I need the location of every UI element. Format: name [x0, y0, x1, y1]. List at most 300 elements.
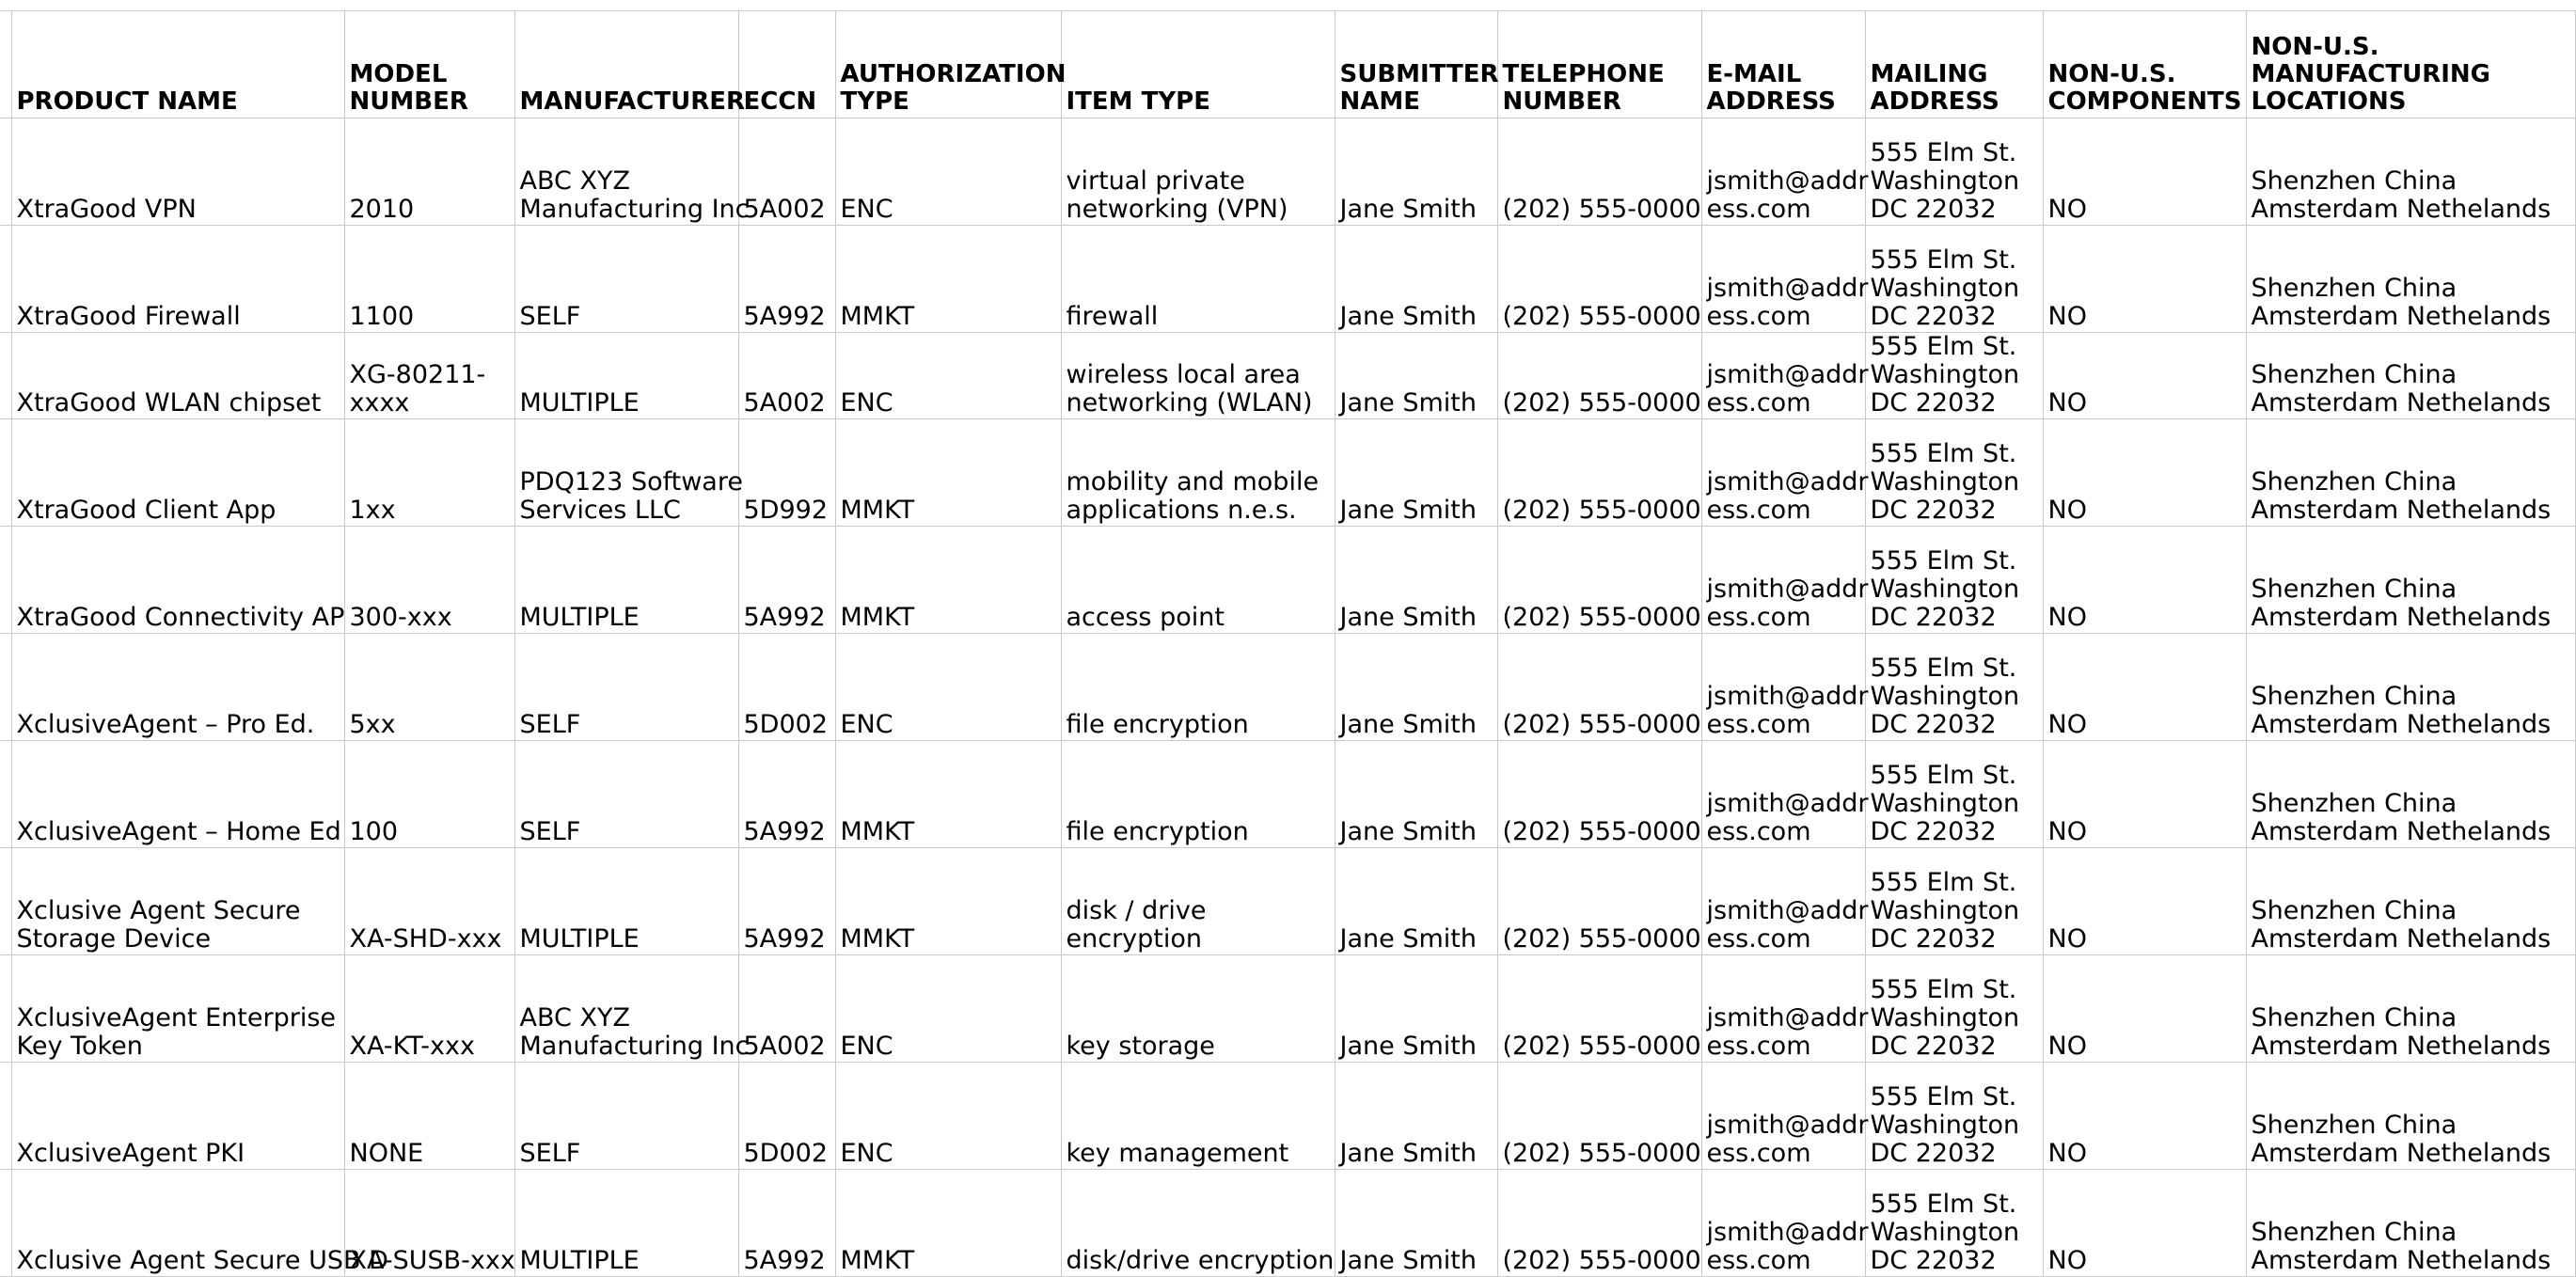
cell-text-line: (202) 555-0000: [1502, 710, 1701, 739]
cell-text-line: virtual private: [1066, 166, 1245, 196]
cell-text-line: 100: [349, 817, 399, 846]
cell-submitter[interactable]: [1335, 419, 1497, 527]
column-header-line: NON-U.S.: [2047, 60, 2176, 88]
cell-phone[interactable]: [1497, 527, 1701, 634]
table-row: [0, 634, 2575, 741]
cell-text-line: Key Token: [16, 1032, 143, 1061]
cell-text-line: XclusiveAgent Enterprise: [16, 1003, 337, 1033]
cell-email[interactable]: [1701, 419, 1869, 527]
cell-text-line: NO: [2047, 710, 2087, 739]
cell-address[interactable]: [1865, 634, 2043, 741]
cell-eccn[interactable]: [738, 634, 835, 741]
cell-text-line: Amsterdam Nethelands: [2251, 302, 2552, 331]
cell-text-line: ess.com: [1706, 496, 1811, 525]
cell-text-line: Washington: [1870, 1111, 2020, 1140]
column-header-email[interactable]: [1701, 11, 1865, 118]
cell-text-line: Washington: [1870, 1003, 2020, 1033]
cell-email[interactable]: [1701, 226, 1869, 333]
cell-text-line: 5A002: [743, 1032, 826, 1061]
cell-item-type[interactable]: [1061, 741, 1335, 848]
cell-email[interactable]: [1701, 527, 1869, 634]
column-header-line: AUTHORIZATION: [840, 60, 1067, 88]
cell-email[interactable]: [1701, 634, 1869, 741]
cell-address[interactable]: [1865, 333, 2043, 419]
cell-phone[interactable]: [1497, 419, 1701, 527]
cell-text-line: 555 Elm St.: [1870, 1082, 2017, 1111]
cell-text-line: Amsterdam Nethelands: [2251, 1032, 2552, 1061]
cell-text-line: 5A992: [743, 817, 826, 846]
column-header-line: NUMBER: [349, 87, 468, 116]
cell-text-line: jsmith@addr: [1706, 166, 1869, 196]
cell-submitter[interactable]: [1335, 118, 1497, 226]
cell-non-us-loc[interactable]: [2246, 955, 2575, 1063]
cell-address[interactable]: [1865, 1063, 2043, 1170]
row-gutter-cell: [0, 226, 11, 333]
cell-text-line: MULTIPLE: [519, 924, 640, 954]
cell-text-line: Amsterdam Nethelands: [2251, 924, 2552, 954]
cell-auth[interactable]: [835, 955, 1061, 1063]
cell-address[interactable]: [1865, 118, 2043, 226]
cell-phone[interactable]: [1497, 1170, 1701, 1277]
column-header-line: ADDRESS: [1706, 87, 1836, 116]
cell-auth[interactable]: [835, 118, 1061, 226]
cell-email[interactable]: [1701, 118, 1869, 226]
cell-text-line: DC 22032: [1870, 603, 1997, 632]
cell-text-line: applications n.e.s.: [1066, 496, 1297, 525]
column-header-line: NUMBER: [1502, 87, 1621, 116]
cell-text-line: encryption: [1066, 924, 1203, 954]
cell-manufacturer[interactable]: [514, 118, 750, 226]
cell-address[interactable]: [1865, 527, 2043, 634]
cell-non-us-comp[interactable]: [2043, 1063, 2246, 1170]
table-row: [0, 118, 2575, 226]
cell-non-us-comp[interactable]: [2043, 741, 2246, 848]
cell-product[interactable]: [11, 955, 344, 1063]
cell-text-line: DC 22032: [1870, 710, 1997, 739]
cell-text-line: NO: [2047, 924, 2087, 954]
cell-address[interactable]: [1865, 741, 2043, 848]
table-row: [0, 1063, 2575, 1170]
cell-text-line: 555 Elm St.: [1870, 439, 2017, 468]
cell-product[interactable]: [11, 848, 344, 955]
table-row: [0, 955, 2575, 1063]
cell-address[interactable]: [1865, 848, 2043, 955]
cell-text-line: mobility and mobile: [1066, 467, 1320, 497]
column-header-product[interactable]: [11, 11, 344, 118]
cell-text-line: Jane Smith: [1339, 817, 1477, 846]
cell-item-type[interactable]: [1061, 634, 1335, 741]
cell-text-line: Amsterdam Nethelands: [2251, 1139, 2552, 1168]
cell-non-us-comp[interactable]: [2043, 634, 2246, 741]
cell-item-type[interactable]: [1061, 118, 1335, 226]
cell-text-line: 555 Elm St.: [1870, 332, 2017, 361]
table-row: [0, 226, 2575, 333]
header-row-group: [0, 11, 2575, 118]
cell-auth[interactable]: [835, 333, 1061, 419]
cell-auth[interactable]: [835, 634, 1061, 741]
cell-auth[interactable]: [835, 1063, 1061, 1170]
cell-text-line: XtraGood WLAN chipset: [16, 388, 322, 418]
cell-submitter[interactable]: [1335, 226, 1497, 333]
cell-text-line: key management: [1066, 1139, 1289, 1168]
cell-text-line: jsmith@addr: [1706, 575, 1869, 604]
cell-address[interactable]: [1865, 1170, 2043, 1277]
table-row: [0, 333, 2575, 419]
cell-text-line: XG-80211-: [349, 360, 486, 389]
cell-text-line: Jane Smith: [1339, 603, 1477, 632]
cell-product[interactable]: [11, 419, 344, 527]
cell-text-line: NO: [2047, 817, 2087, 846]
cell-text-line: ENC: [840, 1032, 893, 1061]
cell-text-line: MMKT: [840, 1246, 915, 1275]
cell-text-line: NO: [2047, 603, 2087, 632]
cell-non-us-loc[interactable]: [2246, 1063, 2575, 1170]
cell-address[interactable]: [1865, 419, 2043, 527]
cell-text-line: PDQ123 Software: [519, 467, 743, 497]
cell-auth[interactable]: [835, 1170, 1061, 1277]
cell-text-line: MMKT: [840, 924, 915, 954]
cell-phone[interactable]: [1497, 955, 1701, 1063]
cell-item-type[interactable]: [1061, 419, 1335, 527]
cell-text-line: Shenzhen China: [2251, 575, 2457, 604]
cell-product[interactable]: [11, 741, 344, 848]
cell-eccn[interactable]: [738, 333, 835, 419]
cell-email[interactable]: [1701, 333, 1869, 419]
cell-text-line: jsmith@addr: [1706, 682, 1869, 711]
cell-text-line: Shenzhen China: [2251, 1111, 2457, 1140]
cell-item-type[interactable]: [1061, 527, 1335, 634]
cell-text-line: Amsterdam Nethelands: [2251, 603, 2552, 632]
cell-non-us-loc[interactable]: [2246, 634, 2575, 741]
cell-text-line: Xclusive Agent Secure: [16, 896, 301, 925]
cell-model[interactable]: [344, 226, 514, 333]
cell-non-us-loc[interactable]: [2246, 848, 2575, 955]
cell-text-line: (202) 555-0000: [1502, 1032, 1701, 1061]
cell-text-line: ABC XYZ: [519, 1003, 630, 1033]
column-header-manufacturer[interactable]: [514, 11, 745, 118]
cell-text-line: MMKT: [840, 817, 915, 846]
cell-text-line: NO: [2047, 195, 2087, 224]
cell-item-type[interactable]: [1061, 955, 1335, 1063]
cell-text-line: 1100: [349, 302, 415, 331]
cell-text-line: jsmith@addr: [1706, 274, 1869, 303]
cell-text-line: ess.com: [1706, 924, 1811, 954]
cell-non-us-loc[interactable]: [2246, 333, 2575, 419]
cell-submitter[interactable]: [1335, 634, 1497, 741]
cell-text-line: 5D002: [743, 1139, 829, 1168]
cell-phone[interactable]: [1497, 333, 1701, 419]
cell-eccn[interactable]: [738, 419, 835, 527]
column-header-non-us-loc[interactable]: [2246, 11, 2575, 118]
cell-text-line: Shenzhen China: [2251, 1003, 2457, 1033]
cell-auth[interactable]: [835, 226, 1061, 333]
cell-text-line: DC 22032: [1870, 195, 1997, 224]
column-header-non-us-comp[interactable]: [2043, 11, 2246, 118]
cell-item-type[interactable]: [1061, 226, 1335, 333]
cell-submitter[interactable]: [1335, 741, 1497, 848]
cell-non-us-loc[interactable]: [2246, 226, 2575, 333]
cell-manufacturer[interactable]: [514, 1063, 738, 1170]
column-header-model[interactable]: [344, 11, 514, 118]
cell-non-us-loc[interactable]: [2246, 1170, 2575, 1277]
cell-eccn[interactable]: [738, 527, 835, 634]
cell-submitter[interactable]: [1335, 527, 1497, 634]
column-header-phone[interactable]: [1497, 11, 1701, 118]
cell-model[interactable]: [344, 1170, 514, 1277]
cell-text-line: NO: [2047, 1032, 2087, 1061]
product-table: [0, 10, 2576, 1277]
cell-non-us-loc[interactable]: [2246, 419, 2575, 527]
row-gutter-cell: [0, 11, 11, 118]
cell-submitter[interactable]: [1335, 848, 1497, 955]
cell-text-line: Washington: [1870, 166, 2020, 196]
cell-text-line: 555 Elm St.: [1870, 546, 2017, 575]
cell-text-line: XA-SHD-xxx: [349, 924, 502, 954]
cell-phone[interactable]: [1497, 848, 1701, 955]
column-header-line: MANUFACTURER: [519, 87, 745, 116]
cell-phone[interactable]: [1497, 741, 1701, 848]
cell-submitter[interactable]: [1335, 955, 1497, 1063]
column-header-line: TELEPHONE: [1502, 60, 1665, 88]
cell-manufacturer[interactable]: [514, 226, 738, 333]
cell-text-line: ENC: [840, 195, 893, 224]
cell-eccn[interactable]: [738, 955, 835, 1063]
cell-non-us-comp[interactable]: [2043, 1170, 2246, 1277]
cell-non-us-loc[interactable]: [2246, 741, 2575, 848]
cell-text-line: Shenzhen China: [2251, 467, 2457, 497]
cell-text-line: SELF: [519, 817, 581, 846]
cell-text-line: Jane Smith: [1339, 924, 1477, 954]
cell-model[interactable]: [344, 741, 514, 848]
cell-eccn[interactable]: [738, 1170, 835, 1277]
cell-text-line: Shenzhen China: [2251, 682, 2457, 711]
cell-text-line: 555 Elm St.: [1870, 868, 2017, 897]
cell-text-line: Washington: [1870, 896, 2020, 925]
cell-item-type[interactable]: [1061, 1063, 1335, 1170]
table-row: [0, 419, 2575, 527]
cell-text-line: firewall: [1066, 302, 1159, 331]
column-header-line: E-MAIL: [1706, 60, 1802, 88]
cell-eccn[interactable]: [738, 1063, 835, 1170]
cell-text-line: Washington: [1870, 789, 2020, 818]
cell-model[interactable]: [344, 118, 514, 226]
cell-text-line: DC 22032: [1870, 1139, 1997, 1168]
cell-text-line: ABC XYZ: [519, 166, 630, 196]
cell-auth[interactable]: [835, 419, 1061, 527]
column-header-line: MODEL: [349, 60, 448, 88]
cell-text-line: Jane Smith: [1339, 1139, 1477, 1168]
cell-submitter[interactable]: [1335, 1063, 1497, 1170]
cell-text-line: NO: [2047, 1246, 2087, 1275]
cell-text-line: DC 22032: [1870, 302, 1997, 331]
cell-text-line: 5A992: [743, 603, 826, 632]
cell-model[interactable]: [344, 848, 514, 955]
cell-non-us-comp[interactable]: [2043, 955, 2246, 1063]
cell-text-line: file encryption: [1066, 710, 1249, 739]
cell-auth[interactable]: [835, 741, 1061, 848]
cell-model[interactable]: [344, 1063, 514, 1170]
cell-text-line: MMKT: [840, 496, 915, 525]
cell-submitter[interactable]: [1335, 1170, 1497, 1277]
cell-text-line: Amsterdam Nethelands: [2251, 496, 2552, 525]
cell-text-line: 1xx: [349, 496, 396, 525]
cell-text-line: xxxx: [349, 388, 410, 418]
cell-manufacturer[interactable]: [514, 634, 738, 741]
cell-text-line: XA-KT-xxx: [349, 1032, 475, 1061]
cell-text-line: 555 Elm St.: [1870, 761, 2017, 790]
cell-product[interactable]: [11, 1170, 388, 1277]
cell-text-line: ess.com: [1706, 1139, 1811, 1168]
cell-non-us-comp[interactable]: [2043, 848, 2246, 955]
cell-manufacturer[interactable]: [514, 955, 750, 1063]
cell-non-us-loc[interactable]: [2246, 527, 2575, 634]
cell-non-us-comp[interactable]: [2043, 333, 2246, 419]
cell-product[interactable]: [11, 226, 344, 333]
cell-text-line: (202) 555-0000: [1502, 817, 1701, 846]
cell-eccn[interactable]: [738, 848, 835, 955]
cell-auth[interactable]: [835, 527, 1061, 634]
table-row: [0, 848, 2575, 955]
column-header-eccn[interactable]: [738, 11, 835, 118]
row-gutter-cell: [0, 848, 11, 955]
cell-non-us-comp[interactable]: [2043, 419, 2246, 527]
cell-eccn[interactable]: [738, 741, 835, 848]
cell-text-line: XtraGood Client App: [16, 496, 277, 525]
cell-text-line: (202) 555-0000: [1502, 924, 1701, 954]
cell-product[interactable]: [11, 527, 344, 634]
cell-text-line: ENC: [840, 1139, 893, 1168]
cell-text-line: SELF: [519, 1139, 581, 1168]
column-header-item-type[interactable]: [1061, 11, 1335, 118]
cell-model[interactable]: [344, 333, 514, 419]
cell-email[interactable]: [1701, 1063, 1869, 1170]
cell-text-line: MULTIPLE: [519, 603, 640, 632]
cell-model[interactable]: [344, 527, 514, 634]
cell-email[interactable]: [1701, 741, 1869, 848]
cell-eccn[interactable]: [738, 118, 835, 226]
cell-text-line: (202) 555-0000: [1502, 603, 1701, 632]
cell-text-line: jsmith@addr: [1706, 467, 1869, 497]
cell-text-line: ess.com: [1706, 817, 1811, 846]
row-gutter-cell: [0, 1063, 11, 1170]
cell-manufacturer[interactable]: [514, 333, 738, 419]
cell-non-us-comp[interactable]: [2043, 527, 2246, 634]
cell-item-type[interactable]: [1061, 333, 1335, 419]
cell-manufacturer[interactable]: [514, 419, 743, 527]
cell-auth[interactable]: [835, 848, 1061, 955]
cell-manufacturer[interactable]: [514, 848, 738, 955]
cell-eccn[interactable]: [738, 226, 835, 333]
cell-manufacturer[interactable]: [514, 1170, 738, 1277]
cell-text-line: disk / drive: [1066, 896, 1207, 925]
cell-text-line: (202) 555-0000: [1502, 195, 1701, 224]
cell-model[interactable]: [344, 419, 514, 527]
cell-text-line: networking (WLAN): [1066, 388, 1313, 418]
cell-text-line: MMKT: [840, 302, 915, 331]
cell-submitter[interactable]: [1335, 333, 1497, 419]
cell-text-line: XtraGood Connectivity AP: [16, 603, 345, 632]
cell-item-type[interactable]: [1061, 848, 1335, 955]
cell-text-line: jsmith@addr: [1706, 1218, 1869, 1247]
cell-text-line: jsmith@addr: [1706, 360, 1869, 389]
row-gutter-cell: [0, 741, 11, 848]
cell-address[interactable]: [1865, 226, 2043, 333]
column-header-line: SUBMITTER: [1339, 60, 1499, 88]
column-header-auth[interactable]: [835, 11, 1067, 118]
cell-manufacturer[interactable]: [514, 741, 738, 848]
column-header-submitter[interactable]: [1335, 11, 1497, 118]
column-header-line: MAILING: [1870, 60, 1988, 88]
cell-text-line: 2010: [349, 195, 415, 224]
cell-text-line: NO: [2047, 302, 2087, 331]
cell-text-line: Washington: [1870, 274, 2020, 303]
cell-text-line: 5A992: [743, 924, 826, 954]
cell-text-line: DC 22032: [1870, 817, 1997, 846]
cell-text-line: NO: [2047, 496, 2087, 525]
cell-text-line: ENC: [840, 710, 893, 739]
row-gutter-cell: [0, 527, 11, 634]
cell-text-line: ess.com: [1706, 302, 1811, 331]
cell-model[interactable]: [344, 634, 514, 741]
cell-text-line: Washington: [1870, 467, 2020, 497]
column-header-line: ITEM TYPE: [1066, 87, 1210, 116]
cell-non-us-loc[interactable]: [2246, 118, 2575, 226]
cell-email[interactable]: [1701, 955, 1869, 1063]
cell-email[interactable]: [1701, 1170, 1869, 1277]
cell-phone[interactable]: [1497, 118, 1701, 226]
column-header-line: COMPONENTS: [2047, 87, 2242, 116]
cell-text-line: 5D992: [743, 496, 829, 525]
cell-text-line: 555 Elm St.: [1870, 245, 2017, 275]
cell-text-line: SELF: [519, 302, 581, 331]
cell-text-line: Washington: [1870, 682, 2020, 711]
cell-address[interactable]: [1865, 955, 2043, 1063]
cell-product[interactable]: [11, 1063, 344, 1170]
cell-phone[interactable]: [1497, 1063, 1701, 1170]
cell-email[interactable]: [1701, 848, 1869, 955]
cell-phone[interactable]: [1497, 634, 1701, 741]
cell-text-line: NONE: [349, 1139, 424, 1168]
cell-text-line: Shenzhen China: [2251, 166, 2457, 196]
column-header-line: NON-U.S.: [2251, 33, 2379, 61]
cell-text-line: access point: [1066, 603, 1225, 632]
column-header-address[interactable]: [1865, 11, 2043, 118]
cell-text-line: NO: [2047, 1139, 2087, 1168]
cell-text-line: Xclusive Agent Secure USB D: [16, 1246, 388, 1275]
cell-text-line: Shenzhen China: [2251, 789, 2457, 818]
cell-text-line: 555 Elm St.: [1870, 138, 2017, 167]
cell-text-line: Jane Smith: [1339, 302, 1477, 331]
cell-item-type[interactable]: [1061, 1170, 1335, 1277]
cell-product[interactable]: [11, 118, 344, 226]
cell-model[interactable]: [344, 955, 514, 1063]
cell-product[interactable]: [11, 333, 344, 419]
cell-text-line: Jane Smith: [1339, 1246, 1477, 1275]
cell-non-us-comp[interactable]: [2043, 118, 2246, 226]
cell-text-line: ess.com: [1706, 1032, 1811, 1061]
cell-text-line: MULTIPLE: [519, 1246, 640, 1275]
cell-phone[interactable]: [1497, 226, 1701, 333]
cell-text-line: file encryption: [1066, 817, 1249, 846]
cell-non-us-comp[interactable]: [2043, 226, 2246, 333]
cell-text-line: Shenzhen China: [2251, 360, 2457, 389]
cell-manufacturer[interactable]: [514, 527, 738, 634]
cell-text-line: Amsterdam Nethelands: [2251, 710, 2552, 739]
cell-product[interactable]: [11, 634, 344, 741]
column-header-line: NAME: [1339, 87, 1421, 116]
cell-text-line: DC 22032: [1870, 496, 1997, 525]
cell-text-line: 555 Elm St.: [1870, 975, 2017, 1004]
